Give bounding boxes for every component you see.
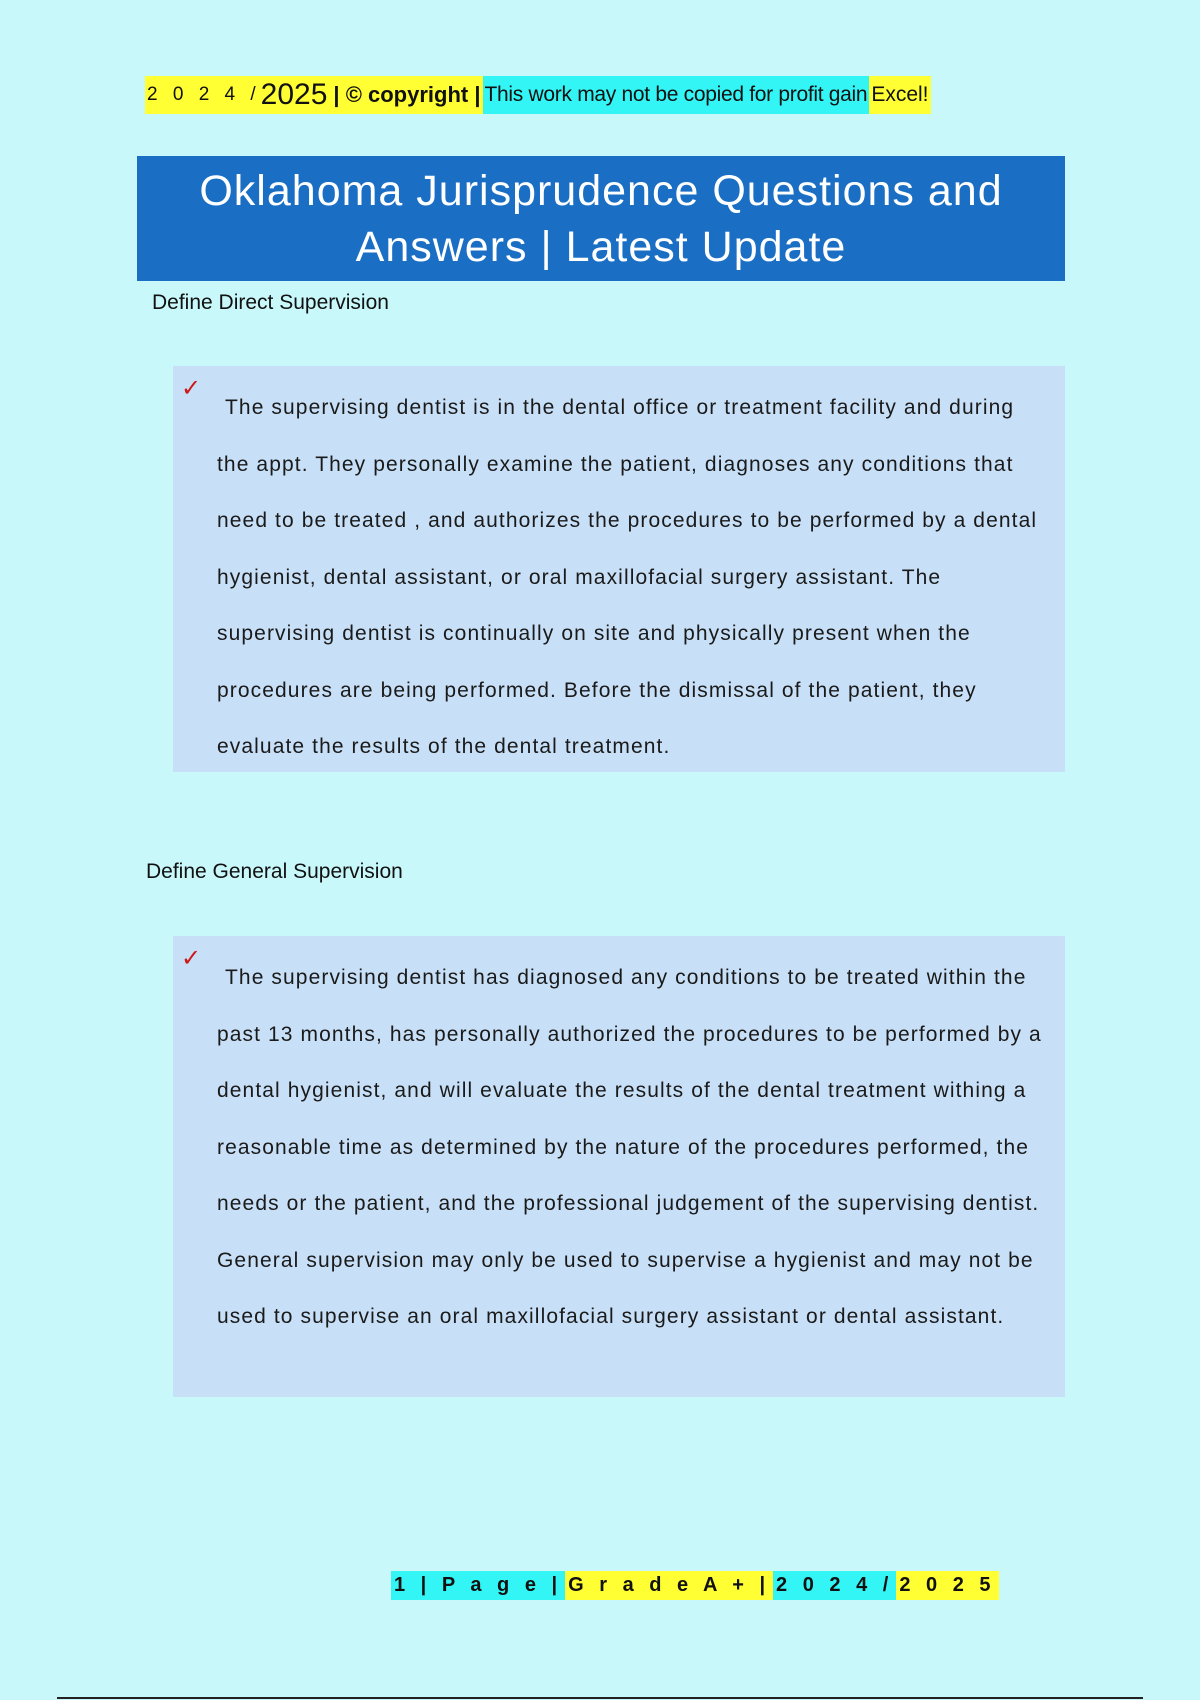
page-title: Oklahoma Jurisprudence Questions and Answers | Latest Update [199,166,1003,271]
footer-page-number: 1 | P a g e | [391,1571,565,1600]
copyright-header [145,76,931,114]
section-heading-direct-supervision: Define Direct Supervision [152,291,389,314]
answer-text-direct-supervision: The supervising dentist is in the dental office or treatment facility and during the appt. They personally examine the patient, diagnoses any conditions that need to be treated , and authorizes the procedures to be performed by a dental hygienist, dental assistant, or oral maxillofacial surgery assistant. The supervising dentist is continually on site and physically present when the procedures are being performed. Before the dismissal of the patient, they evaluate the results of the dental treatment. [217,396,1038,758]
footer-grade: G r a d e A + | [565,1571,773,1600]
footer-year-start: 2 0 2 4 / [773,1571,896,1600]
answer-box-direct-supervision [173,366,1065,772]
title-banner [137,156,1065,281]
check-mark-icon: ✓ [181,374,202,402]
header-copyright: | © copyright | [333,82,481,107]
check-mark-icon: ✓ [181,944,202,972]
header-year-highlight [145,76,483,114]
section-heading-general-supervision: Define General Supervision [146,860,403,883]
bottom-divider [57,1697,1143,1699]
answer-text-general-supervision: The supervising dentist has diagnosed any conditions to be treated within the past 13 months, has personally authorized the procedures to be performed by a dental hygienist, and will evaluate the results of the dental treatment withing a reasonable time as determined by the nature of the procedures performed, the needs or the patient, and the professional judgement of the supervising dentist. General supervision may only be used to supervise a hygienist and may not be used to supervise an oral maxillofacial surgery assistant or dental assistant. [217,966,1042,1328]
page-footer [391,1571,999,1600]
header-year-big: 2025 [260,78,328,111]
header-notice-highlight [483,76,870,114]
footer-year-end: 2 0 2 5 [896,1571,998,1600]
header-year-spaced: 2 0 2 4 / [147,84,261,105]
header-notice: This work may not be copied for profit gain [484,83,868,106]
answer-box-general-supervision [173,936,1065,1397]
header-excel: Excel! [871,83,929,106]
header-excel-highlight [869,76,930,114]
